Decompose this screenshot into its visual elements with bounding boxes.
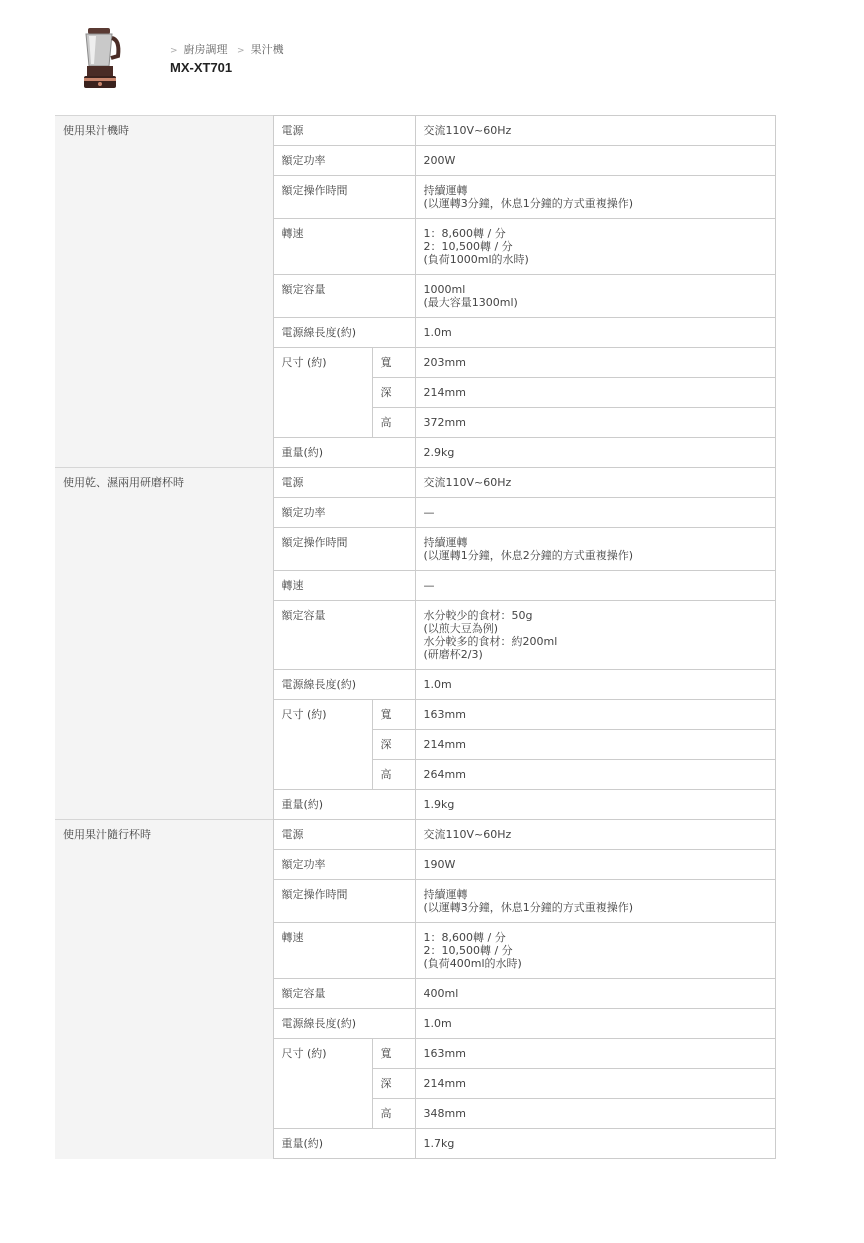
spec-value-line: 持續運轉 [423, 184, 468, 197]
spec-table [55, 115, 776, 468]
spec-value-line: (負荷1000ml的水時) [423, 253, 529, 266]
spec-label: 重量(約) [273, 1129, 415, 1159]
spec-value-line: 1000ml [423, 283, 466, 296]
spec-value: 203mm [415, 348, 775, 378]
spec-label: 重量(約) [273, 790, 415, 820]
spec-label: 額定容量 [273, 275, 415, 318]
spec-label: 尺寸 (約) [273, 1039, 372, 1129]
spec-value [415, 601, 775, 670]
spec-value [415, 275, 775, 318]
table-row [55, 820, 775, 850]
dimension-label: 高 [372, 1099, 415, 1129]
group-label: 使用果汁隨行杯時 [55, 820, 273, 1159]
spec-label: 電源線長度(約) [273, 318, 415, 348]
spec-value: 214mm [415, 1069, 775, 1099]
spec-value-line: (最大容量1300ml) [423, 296, 518, 309]
spec-label: 電源 [273, 468, 415, 498]
spec-value-line: (研磨杯2/3) [423, 648, 483, 661]
spec-value-line: (以運轉3分鐘，休息1分鐘的方式重複操作) [423, 901, 634, 914]
spec-value [415, 670, 775, 700]
spec-value [415, 146, 775, 176]
spec-value [415, 923, 775, 979]
dimension-label: 寬 [372, 700, 415, 730]
breadcrumb [170, 41, 290, 57]
spec-value [415, 219, 775, 275]
spec-value-line: 1：8,600轉 / 分 [423, 931, 506, 944]
spec-label: 電源 [273, 820, 415, 850]
spec-value [415, 790, 775, 820]
spec-value-line: 2.9kg [423, 446, 455, 459]
spec-value-line: 1.0m [423, 678, 452, 691]
spec-value: 163mm [415, 700, 775, 730]
dimension-label: 深 [372, 730, 415, 760]
spec-label: 重量(約) [273, 438, 415, 468]
spec-label: 額定操作時間 [273, 176, 415, 219]
spec-value-line: 交流110V~60Hz [423, 828, 512, 841]
spec-label: 轉速 [273, 219, 415, 275]
spec-label: 額定容量 [273, 979, 415, 1009]
dimension-label: 深 [372, 378, 415, 408]
spec-label: 額定功率 [273, 146, 415, 176]
spec-label: 額定操作時間 [273, 528, 415, 571]
spec-value-line: 400ml [423, 987, 459, 1000]
dimension-label: 高 [372, 760, 415, 790]
spec-value [415, 116, 775, 146]
spec-value-line: 交流110V~60Hz [423, 124, 512, 137]
spec-label: 電源線長度(約) [273, 1009, 415, 1039]
spec-value [415, 850, 775, 880]
spec-value-line: — [423, 506, 435, 519]
spec-value-line: 2：10,500轉 / 分 [423, 944, 513, 957]
spec-value [415, 571, 775, 601]
spec-value-line: 190W [423, 858, 456, 871]
spec-label: 額定功率 [273, 850, 415, 880]
spec-value [415, 1009, 775, 1039]
spec-value-line: (以運轉1分鐘，休息2分鐘的方式重複操作) [423, 549, 634, 562]
spec-table [55, 467, 776, 820]
spec-value [415, 528, 775, 571]
spec-value-line: 1.9kg [423, 798, 455, 811]
spec-label: 額定功率 [273, 498, 415, 528]
spec-value-line: 2：10,500轉 / 分 [423, 240, 513, 253]
spec-value: 163mm [415, 1039, 775, 1069]
spec-value-line: 水分較少的食材：50g [423, 609, 533, 622]
chevron-right-icon: > [170, 46, 178, 56]
spec-value: 264mm [415, 760, 775, 790]
dimension-label: 寬 [372, 348, 415, 378]
group-label: 使用乾、濕兩用研磨杯時 [55, 468, 273, 820]
table-row [55, 468, 775, 498]
spec-value: 214mm [415, 730, 775, 760]
spec-value-line: (負荷400ml的水時) [423, 957, 522, 970]
spec-value-line: 交流110V~60Hz [423, 476, 512, 489]
spec-value-line: 持續運轉 [423, 536, 468, 549]
spec-value [415, 820, 775, 850]
spec-value [415, 979, 775, 1009]
spec-value-line: 1.0m [423, 1017, 452, 1030]
spec-value [415, 318, 775, 348]
spec-table [55, 819, 776, 1159]
group-label: 使用果汁機時 [55, 116, 273, 468]
spec-value-line: 水分較多的食材：約200ml [423, 635, 558, 648]
spec-value: 214mm [415, 378, 775, 408]
spec-value-line: 1：8,600轉 / 分 [423, 227, 506, 240]
dimension-label: 寬 [372, 1039, 415, 1069]
spec-value-line: (以煎大豆為例) [423, 622, 499, 635]
spec-value [415, 176, 775, 219]
spec-value [415, 880, 775, 923]
spec-value-line: 持續運轉 [423, 888, 468, 901]
spec-label: 轉速 [273, 571, 415, 601]
breadcrumb-item-kitchen[interactable]: 廚房調理 [183, 43, 228, 56]
spec-label: 額定容量 [273, 601, 415, 670]
product-image [76, 22, 126, 94]
spec-value: 372mm [415, 408, 775, 438]
dimension-label: 高 [372, 408, 415, 438]
model-name: MX-XT701 [170, 60, 233, 75]
spec-label: 尺寸 (約) [273, 348, 372, 438]
spec-value-line: — [423, 579, 435, 592]
spec-value: 348mm [415, 1099, 775, 1129]
spec-label: 電源 [273, 116, 415, 146]
spec-label: 轉速 [273, 923, 415, 979]
chevron-right-icon: > [237, 46, 245, 56]
spec-value-line: (以運轉3分鐘，休息1分鐘的方式重複操作) [423, 197, 634, 210]
spec-value [415, 438, 775, 468]
breadcrumb-item-juicer[interactable]: 果汁機 [250, 43, 284, 56]
spec-value [415, 468, 775, 498]
spec-label: 額定操作時間 [273, 880, 415, 923]
spec-value-line: 1.0m [423, 326, 452, 339]
dimension-label: 深 [372, 1069, 415, 1099]
spec-value [415, 498, 775, 528]
spec-value-line: 1.7kg [423, 1137, 455, 1150]
table-row [55, 116, 775, 146]
spec-label: 電源線長度(約) [273, 670, 415, 700]
spec-value [415, 1129, 775, 1159]
spec-label: 尺寸 (約) [273, 700, 372, 790]
spec-value-line: 200W [423, 154, 456, 167]
